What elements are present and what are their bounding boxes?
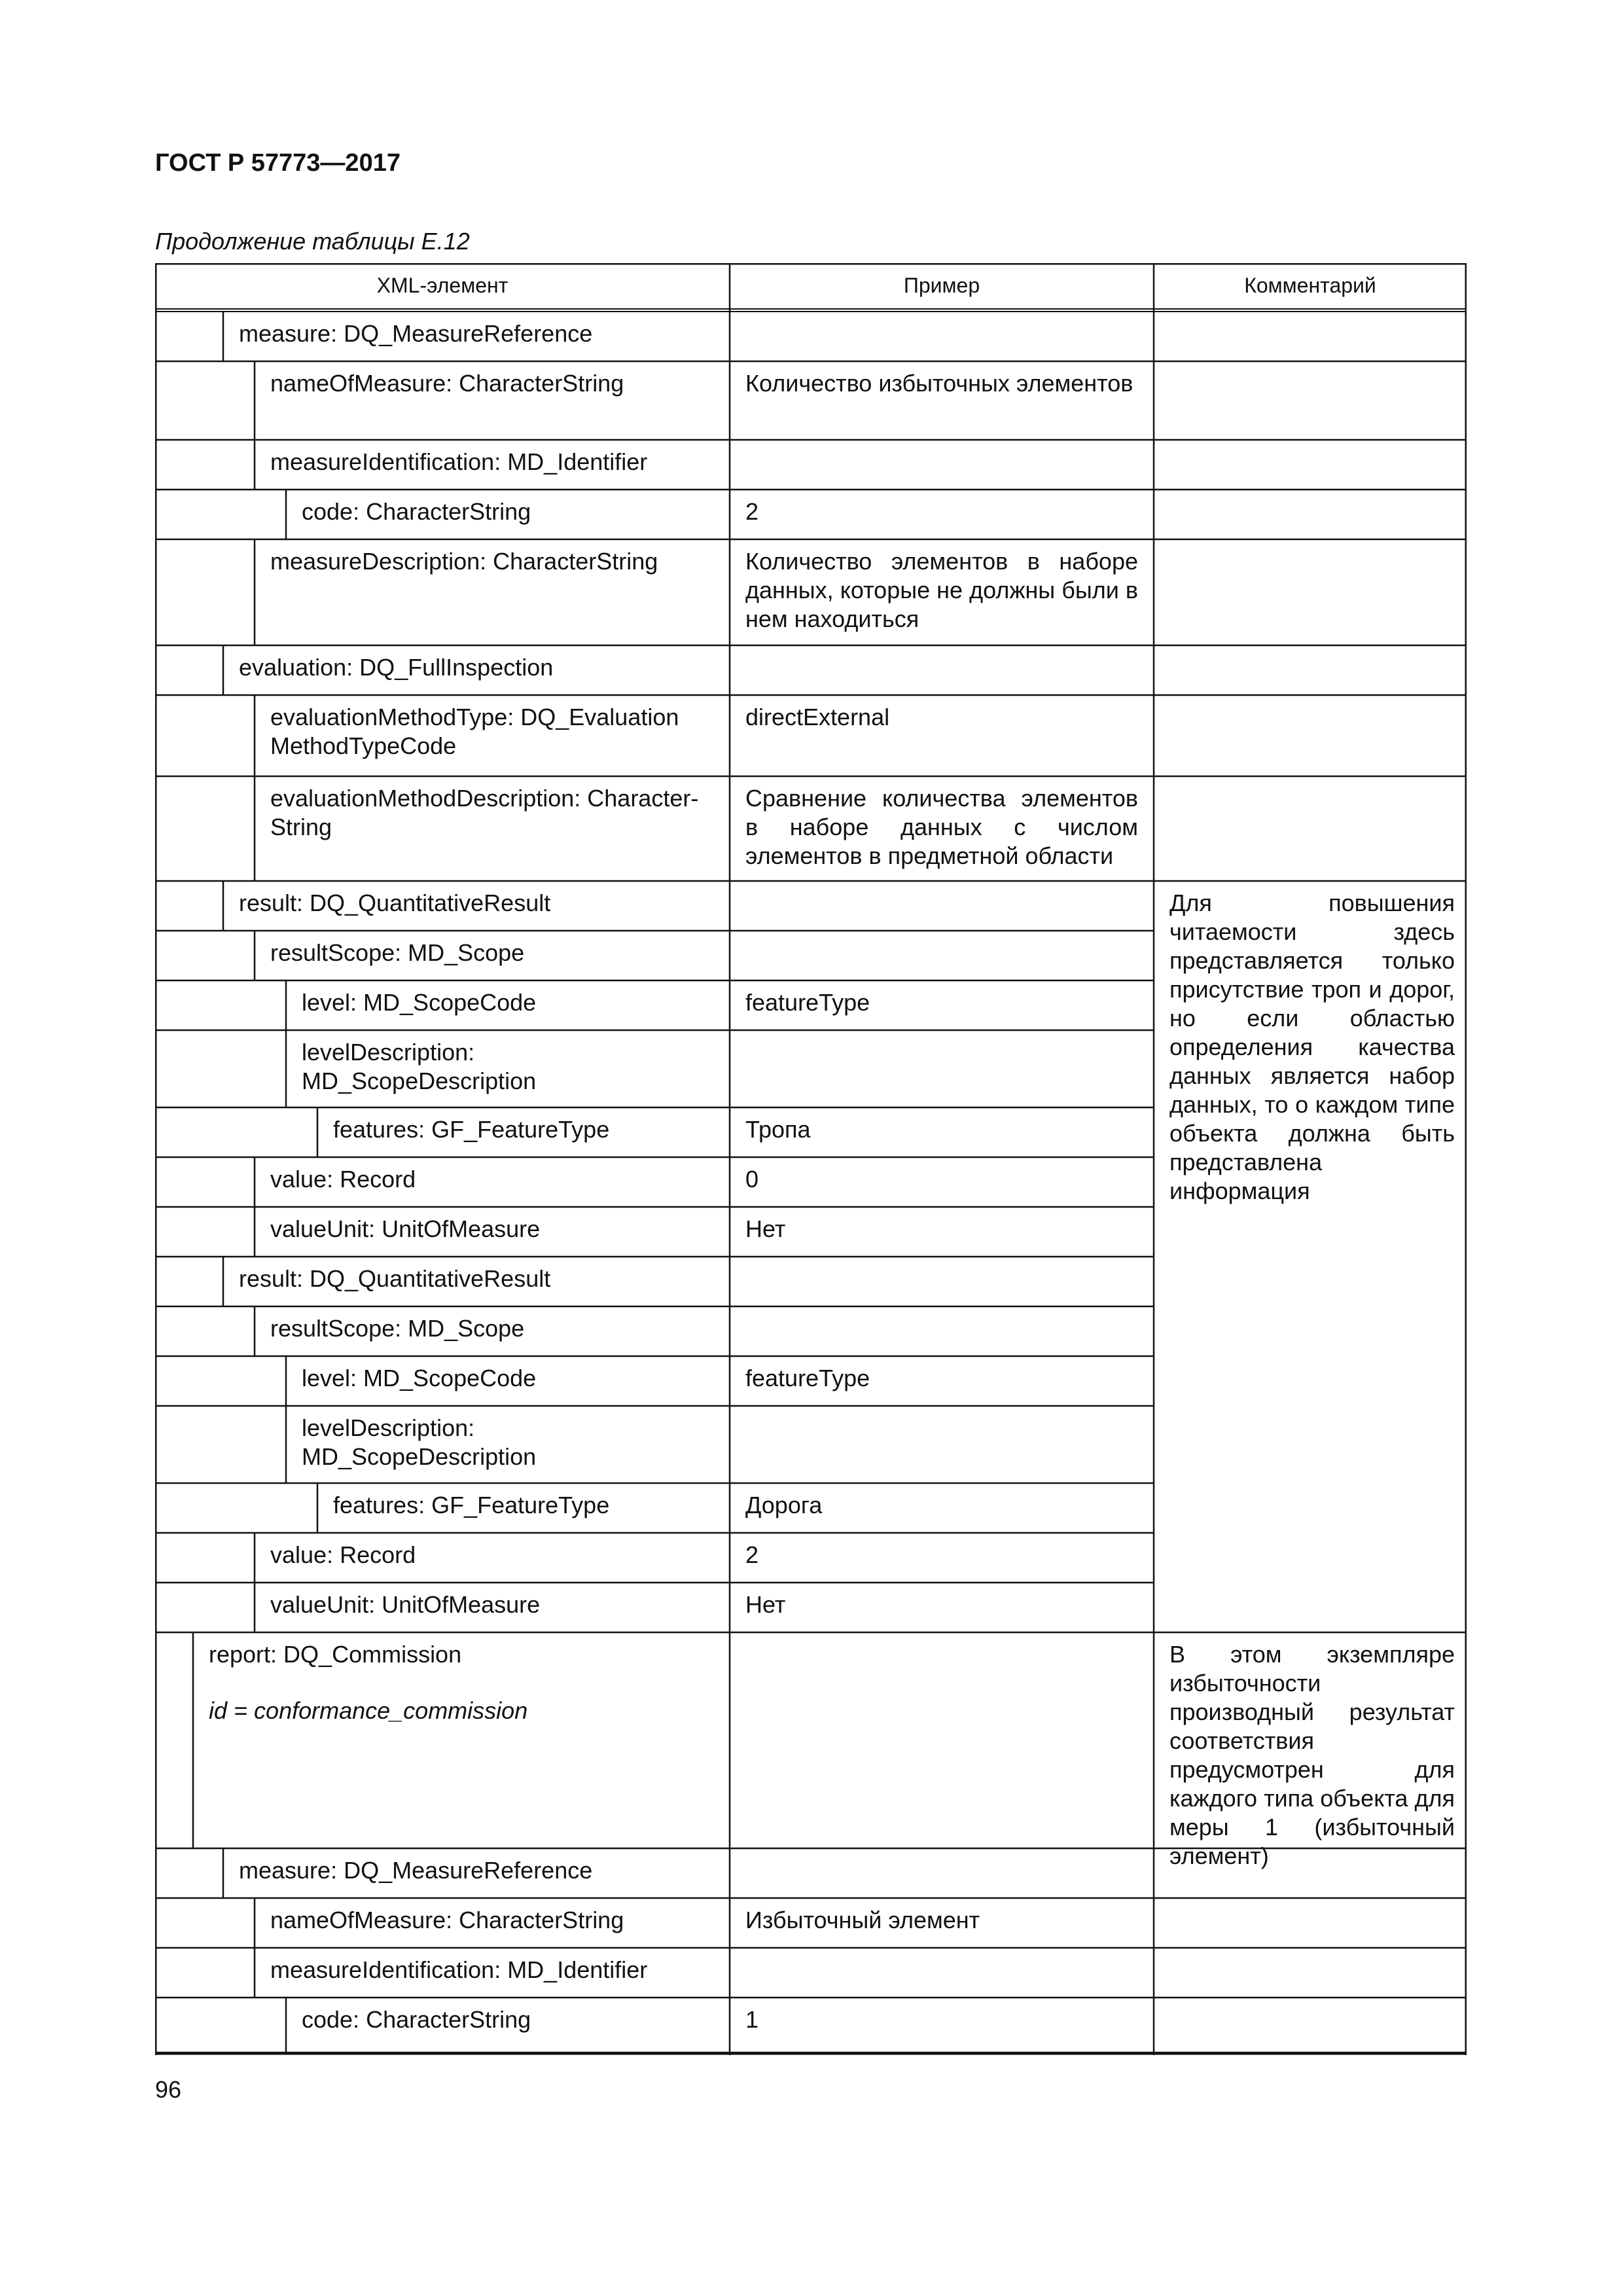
xml-element-cell: level: MD_ScopeCode [302, 1365, 537, 1391]
xml-element-cell: nameOfMeasure: CharacterString [270, 370, 624, 397]
example-cell: 2 [745, 1541, 759, 1568]
example-cell: Нет [745, 1215, 786, 1242]
example-cell: Сравнение количества элементов в наборе данных с числом элементов в предметной области [745, 785, 1138, 869]
example-cell: directExternal [745, 704, 890, 730]
xml-element-cell: level: MD_ScopeCode [302, 989, 537, 1016]
example-cell: featureType [745, 1365, 870, 1391]
example-cell: featureType [745, 989, 870, 1016]
xml-element-cell: value: Record [270, 1541, 416, 1568]
xml-element-cell: measureIdentification: MD_Identifier [270, 448, 648, 475]
xml-element-cell: evaluation: DQ_FullInspection [239, 654, 554, 681]
example-cell: 2 [745, 498, 759, 525]
xml-element-cell: levelDescription: MD_ScopeDescription [302, 1414, 537, 1470]
xml-element-cell: features: GF_FeatureType [333, 1492, 610, 1518]
comment-cell: Для повышения читаемости здесь представляется только присутствие троп и дорог, но если областью определения качества данных является набор данных, то о каждом типе объекта должна быть представлена информация [1169, 889, 1455, 1204]
xml-element-cell: nameOfMeasure: CharacterString [270, 1907, 624, 1933]
example-cell: 1 [745, 2006, 759, 2033]
xml-element-cell: report: DQ_Commission [209, 1641, 462, 1668]
standard-designation: ГОСТ Р 57773—2017 [155, 149, 401, 177]
xml-element-cell: measureDescription: CharacterString [270, 548, 658, 575]
comment-cell: В этом экземпляре избыточности производный результат соответствия предусмотрен для каждого типа объекта для меры 1 (избыточный элемент) [1169, 1641, 1455, 1869]
xml-element-cell: valueUnit: UnitOfMeasure [270, 1591, 541, 1618]
xml-element-cell: valueUnit: UnitOfMeasure [270, 1215, 541, 1242]
example-cell: Количество элементов в наборе данных, которые не должны были в нем находиться [745, 548, 1138, 632]
xml-element-cell: levelDescription: MD_ScopeDescription [302, 1039, 537, 1094]
xml-element-cell: measure: DQ_MeasureReference [239, 1857, 593, 1884]
table-caption: Продолжение таблицы Е.12 [155, 228, 470, 255]
xml-element-cell: code: CharacterString [302, 498, 531, 525]
example-cell: Избыточный элемент [745, 1907, 980, 1933]
page-number: 96 [155, 2076, 182, 2103]
example-cell: 0 [745, 1166, 759, 1193]
xml-element-cell: evaluationMethodDescription: Character-String [270, 785, 699, 840]
xml-element-cell: resultScope: MD_Scope [270, 1315, 525, 1342]
example-cell: Нет [745, 1591, 786, 1618]
continuation-table: XML-элемент Пример Комментарий measure: DQ_MeasureReference nameOfMeasure: CharacterString Количество избыточных элементов measureIdentification: MD_Identifier code: CharacterString 2 measureDescription: CharacterString Количество элементов в наборе данных, которые не должны были в нем находиться evaluation: DQ_FullInspection evaluationMethodType: DQ_Evaluation MethodTypeCode directExternal evaluationMethodDescription: Character-String Сравнение количества элементов в наборе данных с числом элементов в предметной области result: DQ_QuantitativeResult Для повышения читаемости здесь представляется только присутствие троп и дорог, но если областью определения качества данных является набор данных, то о каждом типе объекта должна быть представлена информация resultScope: MD_Scope level: MD_ScopeCode featureType levelDescription: MD_ScopeDescription features: GF_FeatureType Тропа value: Record 0 valueUnit: UnitOfMeasure Нет result: DQ_QuantitativeResult resultScope: MD_Scope level: MD_ScopeCode featureType levelDescription: MD_ScopeDescription features: GF_FeatureType Дорога value: Record 2 valueUnit: UnitOfMeasure Нет report: DQ_Commission id = conformance_commission В этом экземпляре избыточности производный результат соответствия предусмотрен для каждого типа объекта для меры 1 (избыточный элемент) measure: DQ_MeasureReference nameOfMeasure: CharacterString Избыточный элемент measureIdentification: MD_Identifier code: CharacterString 1 [155, 263, 1467, 2055]
xml-element-cell: result: DQ_QuantitativeResult [239, 1265, 551, 1292]
example-cell: Тропа [745, 1116, 811, 1143]
example-cell: Дорога [745, 1492, 823, 1518]
xml-element-cell: features: GF_FeatureType [333, 1116, 610, 1143]
xml-element-cell: code: CharacterString [302, 2006, 531, 2033]
xml-element-note: id = conformance_commission [209, 1697, 528, 1724]
xml-element-cell: measure: DQ_MeasureReference [239, 320, 593, 347]
xml-element-cell: result: DQ_QuantitativeResult [239, 889, 551, 916]
example-cell: Количество избыточных элементов [745, 370, 1133, 397]
xml-element-cell: measureIdentification: MD_Identifier [270, 1956, 648, 1983]
xml-element-cell: resultScope: MD_Scope [270, 939, 525, 966]
xml-element-cell: evaluationMethodType: DQ_Evaluation MethodTypeCode [270, 704, 679, 759]
xml-element-cell: value: Record [270, 1166, 416, 1193]
